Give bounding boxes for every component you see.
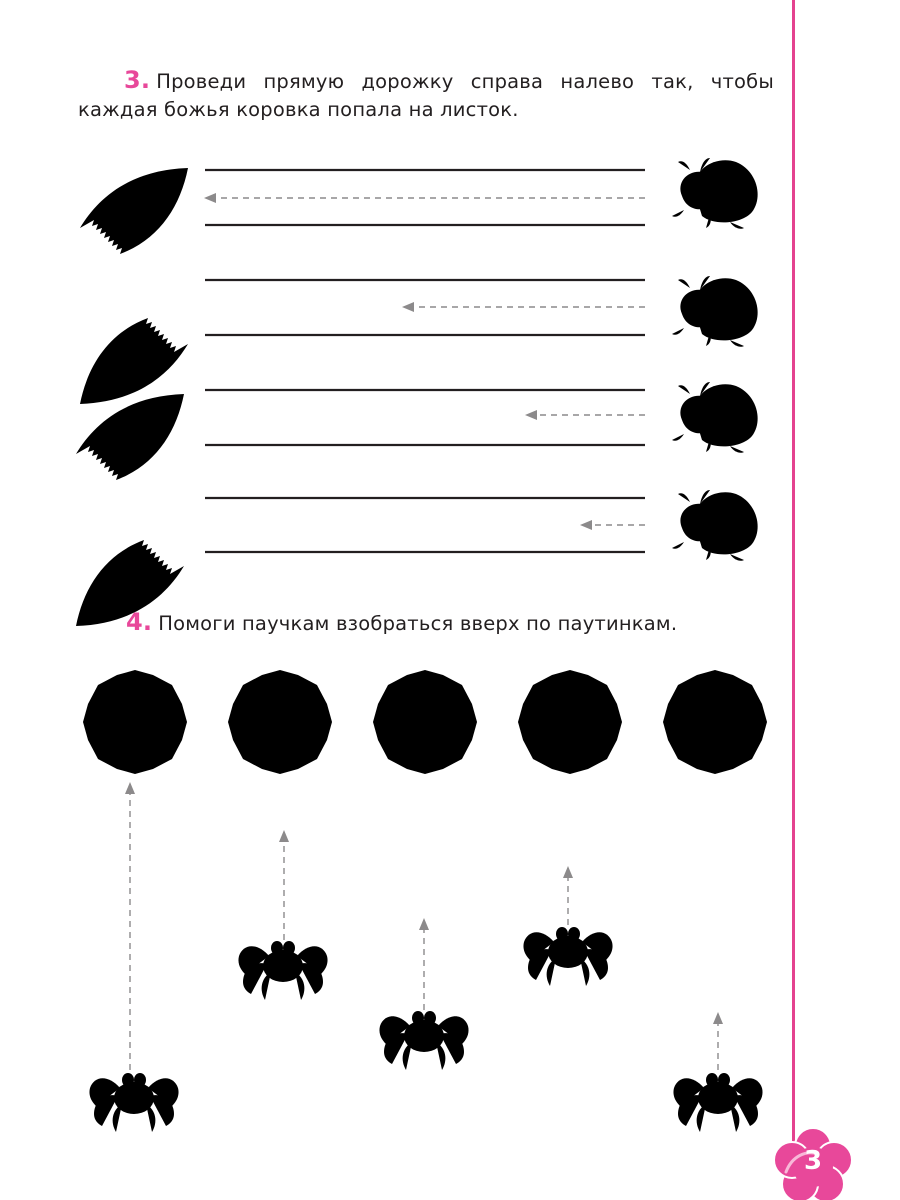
climb-path-5 (713, 1012, 723, 1070)
spiderweb-icon (655, 664, 775, 780)
task-3-number: 3. (124, 66, 151, 94)
track-row-4 (205, 498, 645, 552)
climb-path-3 (419, 918, 429, 1010)
spider-icon (379, 1004, 468, 1070)
climb-path-2 (279, 830, 289, 940)
spider-icon (673, 1066, 762, 1132)
spiderweb-icon (365, 664, 485, 780)
climb-path-4 (563, 866, 573, 925)
track-row-3 (205, 390, 645, 445)
ladybug-icon (672, 276, 758, 347)
ladybug-icon (672, 490, 758, 561)
leaf-icon (76, 394, 184, 480)
page-number: 3 (803, 1146, 823, 1176)
climb-path-1 (125, 782, 135, 1070)
spiderweb-icon (75, 664, 195, 780)
spiderweb-icon (220, 664, 340, 780)
track-row-2 (205, 280, 645, 335)
leaf-icon (80, 318, 188, 404)
spider-icon (89, 1066, 178, 1132)
leaf-icon (80, 168, 188, 254)
spider-icon (523, 920, 612, 986)
ladybug-icon (672, 382, 758, 453)
task-4-text: Помоги паучкам взобраться вверх по паутинкам. (158, 612, 678, 635)
ladybug-icon (672, 158, 758, 229)
track-row-1 (204, 170, 645, 225)
task-3-text: Проведи прямую дорожку справа налево так, чтобы каждая божья коровка попала на листок. (78, 70, 774, 121)
spider-icon (238, 934, 327, 1000)
task-4-number: 4. (126, 608, 153, 636)
spiderweb-icon (510, 664, 630, 780)
leaf-icon (76, 540, 184, 626)
